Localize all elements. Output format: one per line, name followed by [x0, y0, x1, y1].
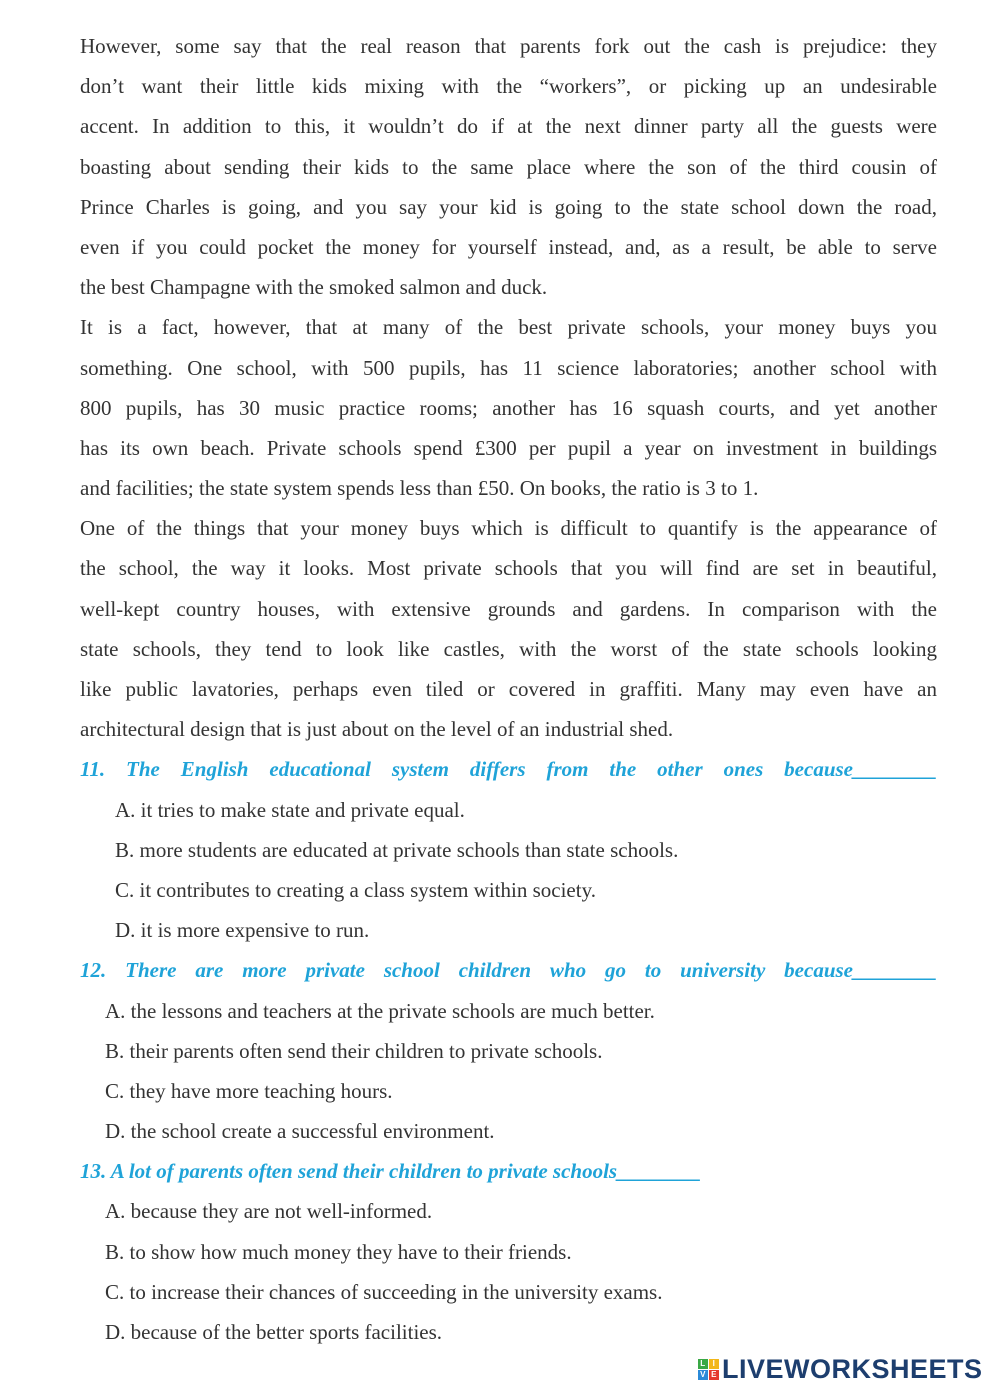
text-line: something. One school, with 500 pupils, has 11 science laboratories; another school with [80, 355, 937, 380]
question-text: 11. The English educational system differs from the other ones because________ [80, 757, 937, 782]
option-c[interactable]: C. it contributes to creating a class system within society. [115, 877, 596, 902]
question-12 [80, 950, 937, 1151]
liveworksheets-logo [698, 1354, 983, 1385]
text-line: the best Champagne with the smoked salmon and duck. [80, 275, 548, 300]
text-line: Prince Charles is going, and you say your kid is going to the state school down the road, [80, 194, 937, 219]
option-a[interactable]: A. because they are not well-informed. [105, 1199, 433, 1224]
option-d[interactable]: D. the school create a successful environment. [105, 1119, 495, 1144]
question-11 [80, 749, 937, 950]
option-b[interactable]: B. more students are educated at private schools than state schools. [115, 837, 679, 862]
text-line: well-kept country houses, with extensive grounds and gardens. In comparison with the [80, 596, 937, 621]
text-line: like public lavatories, perhaps even tiled or covered in graffiti. Many may even have an [80, 677, 937, 701]
text-line: and facilities; the state system spends less than £50. On books, the ratio is 3 to 1. [80, 476, 759, 501]
question-13 [80, 1151, 937, 1352]
logo-block: I [709, 1359, 719, 1369]
logo-blocks-icon [698, 1359, 719, 1380]
option-d[interactable]: D. it is more expensive to run. [115, 918, 370, 943]
option-a[interactable]: A. it tries to make state and private equal. [115, 797, 465, 822]
option-c[interactable]: C. they have more teaching hours. [105, 1078, 393, 1103]
text-line: even if you could pocket the money for yourself instead, and, as a result, be able to serve [80, 234, 937, 259]
text-line: don’t want their little kids mixing with the “workers”, or picking up an undesirable [80, 74, 937, 99]
text-line: accent. In addition to this, it wouldn’t do if at the next dinner party all the guests were [80, 114, 937, 139]
text-line: 800 pupils, has 30 music practice rooms; another has 16 squash courts, and yet another [80, 395, 937, 420]
question-text: 12. There are more private school children who go to university because________ [80, 958, 937, 983]
option-d[interactable]: D. because of the better sports facilities. [105, 1320, 443, 1344]
option-b[interactable]: B. to show how much money they have to their friends. [105, 1239, 572, 1264]
text-line: However, some say that the real reason that parents fork out the cash is prejudice: they [80, 34, 937, 58]
option-a[interactable]: A. the lessons and teachers at the private schools are much better. [105, 998, 655, 1023]
logo-text: LIVEWORKSHEETS [722, 1354, 983, 1384]
text-line: One of the things that your money buys which is difficult to quantify is the appearance of [80, 516, 937, 541]
question-text: 13. A lot of parents often send their children to private schools________ [80, 1159, 702, 1184]
logo-block: V [698, 1370, 708, 1380]
paragraph-1 [80, 26, 937, 307]
text-line: state schools, they tend to look like castles, with the worst of the state schools looking [80, 636, 937, 661]
text-line: has its own beach. Private schools spend £300 per pupil a year on investment in buildings [80, 435, 937, 460]
text-line: It is a fact, however, that at many of the best private schools, your money buys you [80, 315, 937, 340]
text-line: architectural design that is just about on the level of an industrial shed. [80, 717, 674, 742]
text-line: boasting about sending their kids to the same place where the son of the third cousin of [80, 154, 937, 179]
paragraph-2 [80, 307, 937, 508]
logo-block: E [709, 1370, 719, 1380]
worksheet-page [80, 26, 937, 1352]
logo-block: L [698, 1359, 708, 1369]
text-line: the school, the way it looks. Most private schools that you will find are set in beautiful, [80, 556, 937, 581]
option-b[interactable]: B. their parents often send their children to private schools. [105, 1038, 603, 1063]
option-c[interactable]: C. to increase their chances of succeeding in the university exams. [105, 1279, 663, 1304]
paragraph-3 [80, 508, 937, 749]
